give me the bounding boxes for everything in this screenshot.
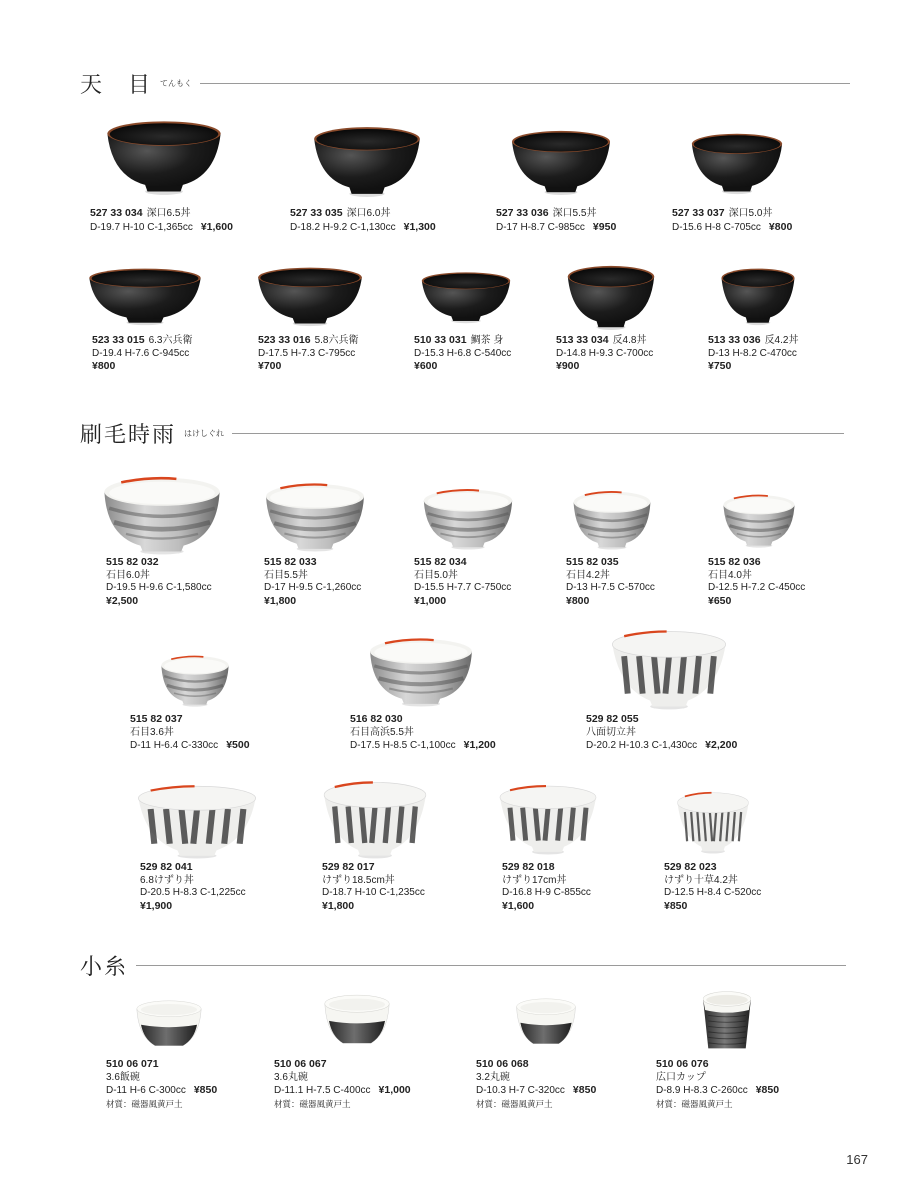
product-name: 反4.2丼	[764, 335, 799, 346]
product-info	[140, 861, 246, 913]
product-photo	[264, 480, 366, 557]
bowl-image	[720, 266, 796, 326]
product-dimensions: D-13 H-8.2 C-470cc	[708, 347, 797, 359]
product-name: けずり17cm丼	[502, 874, 567, 886]
product-info	[414, 334, 511, 374]
product-price: ¥600	[414, 360, 438, 372]
bowl-image	[566, 263, 656, 331]
product-price: ¥800	[92, 360, 116, 372]
product-name: 6.3六兵衛	[148, 335, 193, 346]
product-info	[672, 207, 792, 234]
bowl-image	[160, 653, 230, 707]
bowl-image	[722, 492, 796, 548]
product-name: 鯛茶 身	[470, 335, 504, 346]
bowl-image	[510, 128, 612, 196]
product-name: 石目4.0丼	[708, 569, 752, 581]
bowl-image	[422, 486, 514, 550]
product-info	[566, 556, 655, 608]
product-price: ¥1,800	[322, 899, 355, 912]
product-info	[708, 334, 798, 374]
product-info	[708, 556, 805, 608]
product-code: 513 33 034	[556, 334, 609, 346]
product-info	[106, 1058, 217, 1111]
bowl-image	[322, 990, 392, 1050]
product-price: ¥1,800	[264, 594, 297, 607]
bowl-image	[420, 270, 512, 324]
product-dimensions: D-14.8 H-9.3 C-700cc	[556, 347, 654, 359]
product-code: 515 82 032	[106, 556, 159, 568]
product-code: 527 33 036	[496, 207, 549, 219]
bowl-image	[690, 131, 784, 195]
product-info	[350, 713, 496, 753]
bowl-image	[498, 783, 598, 855]
bowl-image	[572, 488, 652, 550]
bowl-image	[368, 635, 474, 707]
product-name: 広口カップ	[656, 1071, 706, 1083]
product-info	[90, 207, 233, 234]
product-code: 510 33 031	[414, 334, 467, 346]
product-code: 510 06 068	[476, 1058, 529, 1070]
product-photo	[610, 628, 728, 715]
product-price: ¥650	[708, 594, 732, 607]
product-code: 510 06 076	[656, 1058, 709, 1070]
section-reading: てんもく	[160, 79, 193, 88]
bowl-image	[514, 994, 578, 1050]
product-info	[656, 1058, 779, 1111]
product-dimensions: D-11 H-6 C-300cc	[106, 1085, 186, 1096]
product-code: 527 33 037	[672, 207, 725, 219]
section-reading: はけしぐれ	[184, 429, 225, 438]
product-info	[556, 334, 653, 374]
product-name: 反4.8丼	[612, 335, 647, 346]
product-info	[258, 334, 358, 374]
product-photo	[510, 128, 612, 201]
product-name: 深口5.0丼	[728, 208, 773, 219]
product-code: 527 33 035	[290, 207, 343, 219]
product-name: 深口5.5丼	[552, 208, 597, 219]
product-price: ¥800	[566, 594, 590, 607]
section-title: 天 目	[80, 72, 153, 97]
product-price: ¥700	[258, 360, 282, 372]
product-dimensions: D-18.7 H-10 C-1,235cc	[322, 887, 425, 898]
product-info	[106, 556, 212, 608]
product-material: 材質：磁器風黄戸土	[476, 1098, 553, 1109]
product-dimensions: D-15.6 H-8 C-705cc	[672, 221, 761, 233]
product-info	[264, 556, 361, 608]
product-name: 八面切立丼	[586, 726, 636, 738]
product-dimensions: D-19.7 H-10 C-1,365cc	[90, 221, 193, 233]
product-name: 深口6.0丼	[346, 208, 391, 219]
product-name: 6.8けずり丼	[140, 874, 194, 886]
bowl-image	[264, 480, 366, 552]
product-code: 523 33 016	[258, 334, 311, 346]
product-price: ¥1,900	[140, 899, 173, 912]
product-info	[322, 861, 425, 913]
product-price: ¥800	[768, 220, 793, 233]
section-title: 刷毛時雨	[80, 422, 177, 447]
product-info	[414, 556, 511, 608]
product-photo	[105, 118, 223, 201]
product-photo	[322, 779, 428, 864]
product-name: 石目5.5丼	[264, 569, 308, 581]
product-info	[586, 713, 737, 753]
section-header-tenmoku	[80, 68, 850, 99]
product-photo	[422, 486, 514, 555]
product-photo	[134, 996, 204, 1057]
product-dimensions: D-18.2 H-9.2 C-1,130cc	[290, 221, 396, 233]
product-dimensions: D-17 H-8.7 C-985cc	[496, 221, 585, 233]
product-price: ¥750	[708, 360, 732, 372]
product-price: ¥2,200	[705, 739, 738, 751]
product-photo	[87, 266, 203, 331]
product-name: 石目高浜5.5丼	[350, 726, 414, 738]
product-dimensions: D-20.5 H-8.3 C-1,225cc	[140, 887, 246, 898]
product-name: 石目3.6丼	[130, 726, 174, 738]
product-dimensions: D-20.2 H-10.3 C-1,430cc	[586, 740, 698, 751]
bowl-image	[322, 779, 428, 859]
product-name: 石目4.2丼	[566, 569, 610, 581]
product-photo	[720, 266, 796, 331]
product-price: ¥1,000	[378, 1084, 411, 1096]
product-dimensions: D-17.5 H-7.3 C-795cc	[258, 347, 356, 359]
product-material: 材質：磁器風黄戸土	[106, 1098, 183, 1109]
product-code: 515 82 033	[264, 556, 317, 568]
product-dimensions: D-8.9 H-8.3 C-260cc	[656, 1085, 748, 1096]
product-photo	[566, 263, 656, 336]
product-photo	[322, 990, 392, 1055]
bowl-image	[676, 790, 750, 854]
product-code: 515 82 035	[566, 556, 619, 568]
product-photo	[256, 265, 364, 332]
product-dimensions: D-11 H-6.4 C-330cc	[130, 740, 219, 751]
product-dimensions: D-12.5 H-7.2 C-450cc	[708, 582, 806, 593]
product-name: 3.2丸碗	[476, 1071, 510, 1083]
product-price: ¥850	[755, 1084, 780, 1096]
product-code: 516 82 030	[350, 713, 403, 725]
product-dimensions: D-13 H-7.5 C-570cc	[566, 582, 655, 593]
product-info	[130, 713, 250, 753]
section-rule	[232, 433, 844, 434]
page-number: 167	[846, 1152, 868, 1167]
bowl-image	[256, 265, 364, 327]
product-code: 529 82 023	[664, 861, 717, 873]
product-price: ¥950	[592, 220, 617, 233]
product-photo	[102, 473, 222, 560]
product-code: 529 82 017	[322, 861, 375, 873]
section-header-koito	[80, 950, 846, 981]
product-code: 515 82 036	[708, 556, 761, 568]
product-photo	[312, 124, 422, 203]
product-price: ¥2,500	[106, 594, 139, 607]
product-photo	[690, 131, 784, 200]
section-rule	[136, 965, 846, 966]
product-price: ¥500	[226, 739, 250, 751]
section-rule	[200, 83, 850, 84]
product-code: 510 06 071	[106, 1058, 159, 1070]
product-price: ¥850	[193, 1084, 218, 1096]
product-code: 515 82 037	[130, 713, 183, 725]
product-price: ¥1,000	[414, 594, 447, 607]
product-price: ¥1,200	[463, 739, 496, 751]
product-code: 523 33 015	[92, 334, 145, 346]
product-name: 石目5.0丼	[414, 569, 458, 581]
bowl-image	[102, 473, 222, 555]
bowl-image	[136, 783, 258, 859]
section-header-hakeshigure	[80, 418, 844, 449]
product-price: ¥900	[556, 360, 580, 372]
product-photo	[722, 492, 796, 553]
product-name: 3.6飯碗	[106, 1071, 140, 1083]
product-info	[92, 334, 192, 374]
product-dimensions: D-11.1 H-7.5 C-400cc	[274, 1085, 371, 1096]
product-material: 材質：磁器風黄戸土	[274, 1098, 351, 1109]
product-dimensions: D-17 H-9.5 C-1,260cc	[264, 582, 362, 593]
product-name: けずり18.5cm丼	[322, 874, 395, 886]
bowl-image	[87, 266, 203, 326]
product-name: 3.6丸碗	[274, 1071, 308, 1083]
product-code: 529 82 018	[502, 861, 555, 873]
product-info	[290, 207, 436, 234]
product-info	[496, 207, 616, 234]
product-dimensions: D-19.5 H-9.6 C-1,580cc	[106, 582, 212, 593]
bowl-image	[105, 118, 223, 196]
product-price: ¥1,600	[502, 899, 535, 912]
product-name: 5.8六兵衛	[314, 335, 359, 346]
section-title: 小糸	[80, 954, 129, 979]
product-material: 材質：磁器風黄戸土	[656, 1098, 733, 1109]
product-dimensions: D-12.5 H-8.4 C-520cc	[664, 887, 762, 898]
product-info	[502, 861, 591, 913]
product-code: 527 33 034	[90, 207, 143, 219]
product-price: ¥1,300	[403, 220, 436, 233]
bowl-image	[312, 124, 422, 198]
product-photo	[368, 635, 474, 712]
product-dimensions: D-16.8 H-9 C-855cc	[502, 887, 591, 898]
product-photo	[136, 783, 258, 864]
product-dimensions: D-17.5 H-8.5 C-1,100cc	[350, 740, 456, 751]
product-dimensions: D-10.3 H-7 C-320cc	[476, 1085, 565, 1096]
product-photo	[514, 994, 578, 1055]
product-photo	[420, 270, 512, 329]
product-info	[664, 861, 761, 913]
product-info	[274, 1058, 411, 1111]
product-name: 石目6.0丼	[106, 569, 150, 581]
product-info	[476, 1058, 596, 1111]
product-code: 529 82 055	[586, 713, 639, 725]
bowl-image	[610, 628, 728, 710]
product-name: 深口6.5丼	[146, 208, 191, 219]
product-code: 529 82 041	[140, 861, 193, 873]
product-code: 515 82 034	[414, 556, 467, 568]
product-name: けずり十草4.2丼	[664, 874, 738, 886]
product-photo	[498, 783, 598, 860]
product-photo	[701, 988, 753, 1057]
product-photo	[572, 488, 652, 555]
product-code: 510 06 067	[274, 1058, 327, 1070]
product-price: ¥850	[572, 1084, 597, 1096]
product-photo	[676, 790, 750, 859]
product-code: 513 33 036	[708, 334, 761, 346]
bowl-image	[134, 996, 204, 1052]
product-dimensions: D-15.3 H-6.8 C-540cc	[414, 347, 512, 359]
product-photo	[160, 653, 230, 712]
product-price: ¥850	[664, 899, 688, 912]
product-price: ¥1,600	[200, 220, 233, 233]
product-dimensions: D-19.4 H-7.6 C-945cc	[92, 347, 190, 359]
product-dimensions: D-15.5 H-7.7 C-750cc	[414, 582, 512, 593]
bowl-image	[701, 988, 753, 1052]
